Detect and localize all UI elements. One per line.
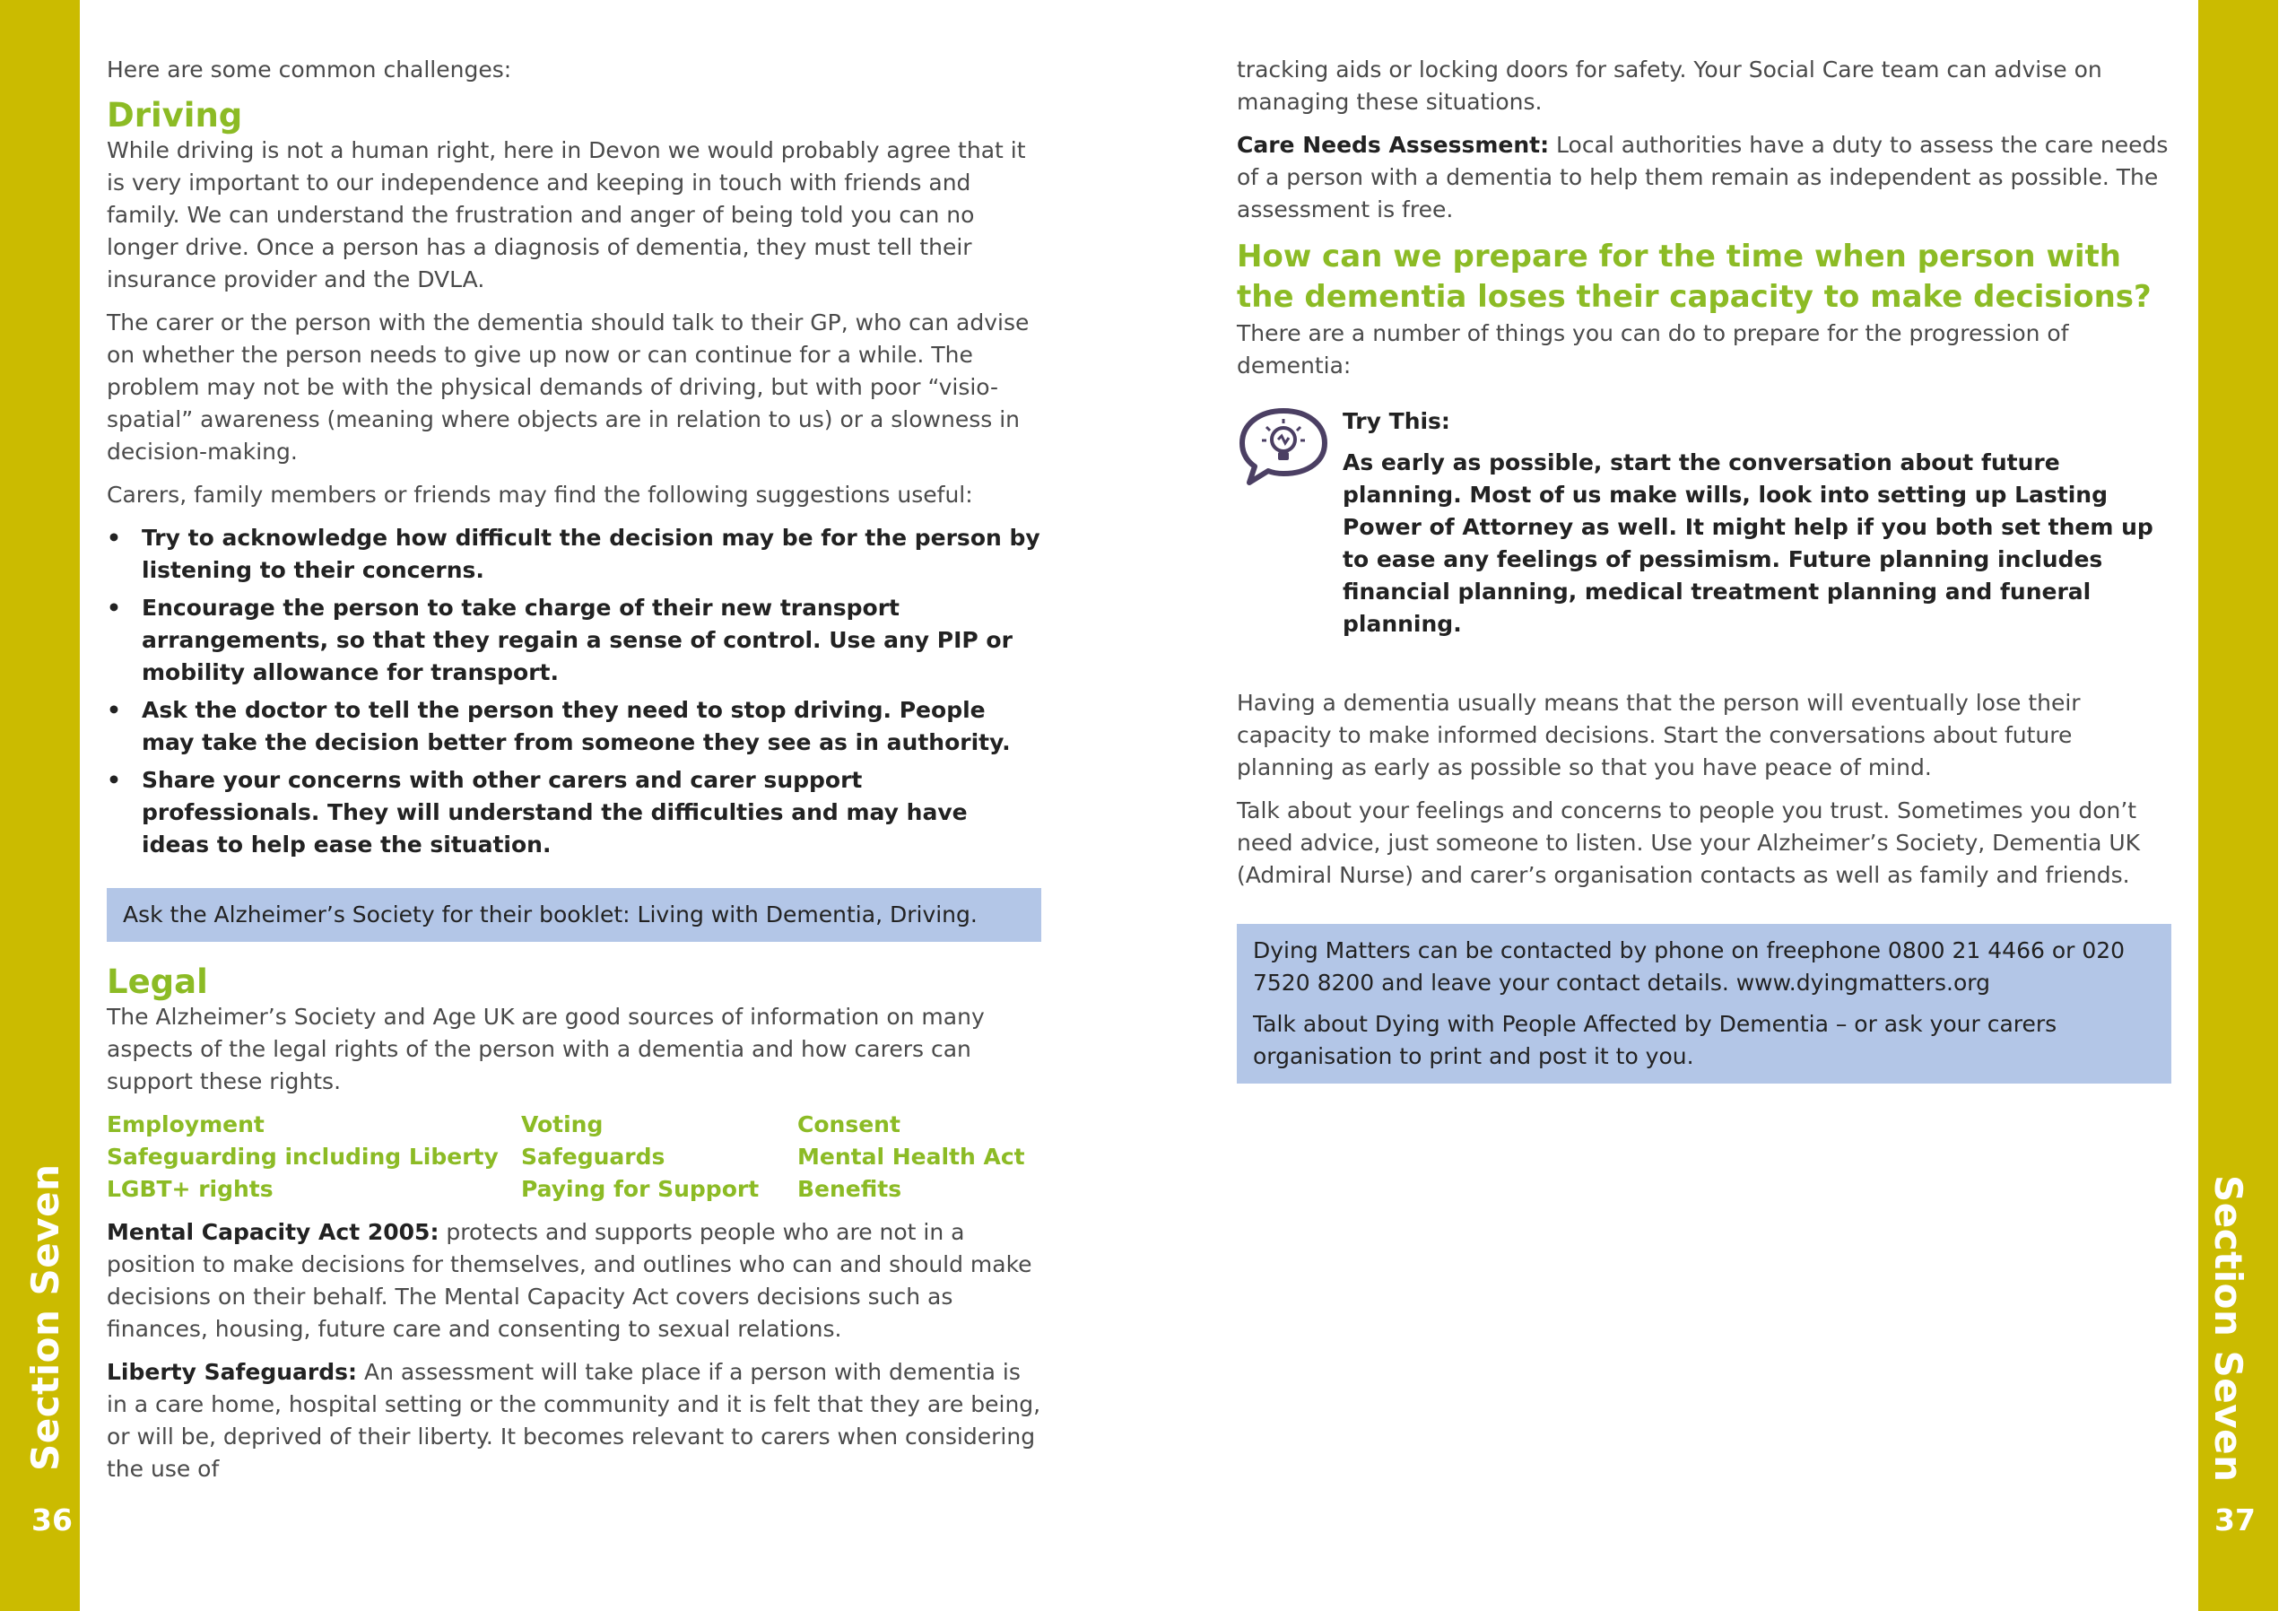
topic-item: Benefits [797, 1176, 902, 1202]
list-item: • Share your concerns with other carers and carer support professionals. They will understand the difficulties and may have ideas to help ease the situation. [107, 764, 1041, 861]
list-item: • Try to acknowledge how difficult the decision may be for the person by listening to their concerns. [107, 522, 1041, 587]
capacity-paragraph: Having a dementia usually means that the person will eventually lose their capacity to make informed decisions. Start the conversations about future planning as early as possible so that you have peace of mind. [1237, 690, 2081, 780]
care-needs-text: Local authorities have a duty to assess the care needs of a person with a dementia to help them remain as independent as possible. The assessment is free. [1237, 132, 2169, 222]
driving-paragraph-2: The carer or the person with the dementia should talk to their GP, who can advise on whether the person needs to give up now or can continue for a while. The problem may not be with the physical demands of driving, but with poor “visio-spatial” awareness (meaning where objects are in relation to us) or a slowness in decision-making. [107, 309, 1030, 465]
try-this-text: As early as possible, start the conversation about future planning. Most of us make wills, look into setting up Lasting Power of Attorney as well. It might help if you both set them up to ease any feelings of pessimism. Future planning includes financial planning, medical treatment planning and funeral planning. [1343, 449, 2153, 637]
list-item: • Ask the doctor to tell the person they need to stop driving. People may take the decision better from someone they see as in authority. [107, 694, 1041, 759]
topic-item: Mental Health Act [797, 1144, 1025, 1170]
right-sidebar [2198, 0, 2278, 1611]
care-needs-lead: Care Needs Assessment: [1237, 132, 1550, 158]
driving-paragraph-3: Carers, family members or friends may find the following suggestions useful: [107, 482, 973, 508]
liberty-safeguards-lead: Liberty Safeguards: [107, 1359, 358, 1385]
question-intro: There are a number of things you can do to prepare for the progression of dementia: [1237, 320, 2069, 379]
right-page-column [1237, 54, 2171, 1084]
care-needs-paragraph [1237, 129, 2171, 226]
section-label-right: Section Seven [2206, 1175, 2250, 1483]
liberty-safeguards-text: An assessment will take place if a person with dementia is in a care home, hospital setting or the community and it is felt that they are being, or will be, deprived of their liberty. It becomes relevant to carers when considering the use of [107, 1359, 1041, 1482]
topic-item: LGBT+ rights [107, 1176, 274, 1202]
capacity-question-heading: How can we prepare for the time when person with the dementia loses their capacity to make decisions? [1237, 239, 2152, 315]
list-item: • Encourage the person to take charge of their new transport arrangements, so that they regain a sense of control. Use any PIP or mobility allowance for transport. [107, 592, 1041, 689]
suggestions-list [107, 522, 1041, 861]
driving-heading: Driving [107, 96, 243, 135]
lightbulb-speech-bubble-icon [1237, 405, 1330, 488]
mental-capacity-lead: Mental Capacity Act 2005: [107, 1219, 439, 1245]
liberty-safeguards-paragraph [107, 1356, 1041, 1485]
legal-topics-grid [107, 1109, 1041, 1206]
mental-capacity-text: protects and supports people who are not in a position to make decisions for themselves, and outlines who can and should make decisions on their behalf. The Mental Capacity Act covers decisions such as finances, housing, future care and consenting to sexual relations. [107, 1219, 1032, 1342]
topic-item: Voting [521, 1111, 604, 1137]
left-page-column [107, 54, 1041, 1496]
topic-item: Consent [797, 1111, 900, 1137]
section-label-left: Section Seven [23, 1163, 67, 1471]
talk-about-dying-text: Talk about Dying with People Affected by Dementia – or ask your carers organisation to print and post it to you. [1253, 1011, 2057, 1069]
page-number-right: 37 [2214, 1502, 2256, 1537]
topic-item: Safeguards [521, 1144, 665, 1170]
alzheimers-info-text: Ask the Alzheimer’s Society for their booklet: Living with Dementia, Driving. [123, 901, 978, 927]
mental-capacity-paragraph [107, 1216, 1041, 1345]
talk-paragraph: Talk about your feelings and concerns to people you trust. Sometimes you don’t need advice, just someone to listen. Use your Alzheimer’s Society, Dementia UK (Admiral Nurse) and carer’s organisation contacts as well as family and friends. [1237, 797, 2141, 888]
page-number-left: 36 [31, 1502, 73, 1537]
left-sidebar [0, 0, 80, 1611]
legal-heading: Legal [107, 962, 208, 1001]
driving-paragraph-1: While driving is not a human right, here in Devon we would probably agree that it is very important to our independence and keeping in touch with friends and family. We can understand the frustration and anger of being told you can no longer drive. Once a person has a diagnosis of dementia, they must tell their insurance provider and the DVLA. [107, 137, 1026, 292]
alzheimers-info-box [107, 888, 1041, 942]
try-this-title: Try This: [1343, 408, 1450, 434]
try-this-panel [1237, 405, 2171, 640]
legal-paragraph: The Alzheimer’s Society and Age UK are good sources of information on many aspects of the legal rights of the person with a dementia and how carers can support these rights. [107, 1004, 985, 1094]
dying-matters-box [1237, 924, 2171, 1084]
dying-matters-text: Dying Matters can be contacted by phone on freephone 0800 21 4466 or 020 7520 8200 and leave your contact details. www.dyingmatters.org [1253, 937, 2126, 996]
intro-text: Here are some common challenges: [107, 57, 512, 83]
topic-item: Paying for Support [521, 1176, 760, 1202]
topic-item: Employment [107, 1111, 265, 1137]
continued-text: tracking aids or locking doors for safety. Your Social Care team can advise on managing these situations. [1237, 57, 2102, 115]
topic-item: Safeguarding including Liberty [107, 1144, 499, 1170]
